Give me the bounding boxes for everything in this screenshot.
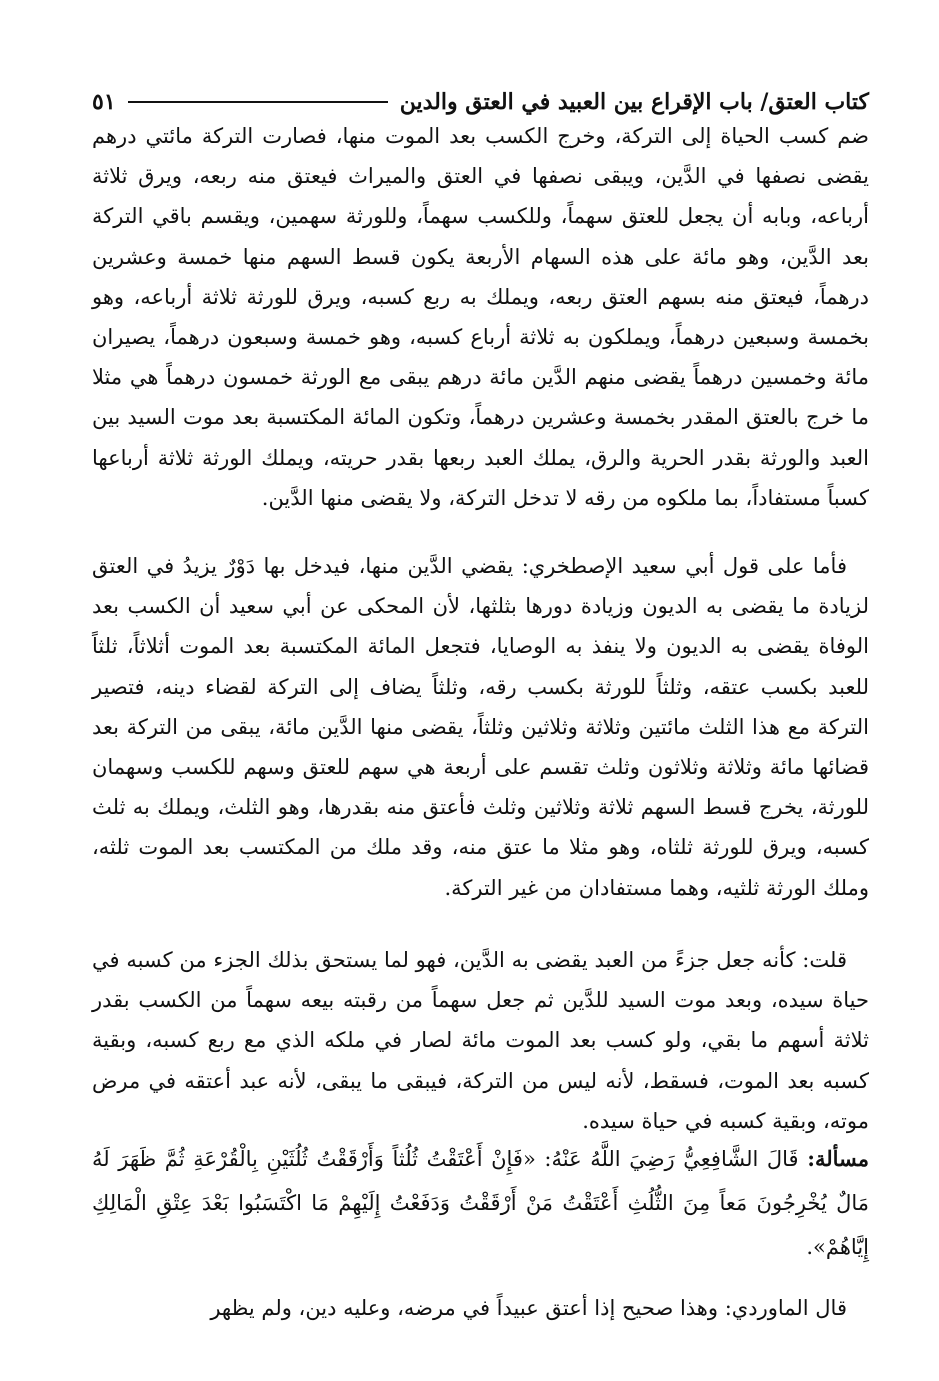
paragraph-3-text: قلت: كأنه جعل جزءً من العبد يقضى به الدَّين، فهو لما يستحق بذلك الجزء من كسبه في حياة سيده، وبعد موت السيد للدَّين ثم جعل سهماً من رقبته بيعه سهماً من الكسب بقدر ثلاثة أسهم ما بقي، ولو كسب بعد الموت مائة لصار في ملكه الذي مع ربع كسبه، وبقية كسبه بعد الموت، فسقط، لأنه ليس من التركة، فيبقى ما يبقى، لأنه عبد أعتقه في مرض موته، وبقية كسبه في حياة سيده. <box>92 948 869 1133</box>
issue-label: مسألة: <box>807 1146 869 1171</box>
running-header <box>92 84 869 120</box>
paragraph-2 <box>92 546 869 908</box>
paragraph-3 <box>92 940 869 1141</box>
header-rule <box>128 101 388 103</box>
paragraph-4-text: قَالَ الشَّافِعِيُّ رَضِيَ اللَّهُ عَنْهُ: «فَإِنْ أَعْتَقْتُ ثُلُثاً وَأَرْقَقْتُ ثُلُثَيْنِ بِالْقُرْعَةِ ثُمَّ ظَهَرَ لَهُ مَالٌ يُخْرِجُونَ مَعاً مِنَ الثُّلُثِ أَعْتَقْتُ مَنْ أَرْقَقْتُ وَدَفَعْتُ إِلَيْهِمْ مَا اكْتَسَبُوا بَعْدَ عِتْقِ الْمَالِكِ إِيَّاهُمْ». <box>92 1147 869 1259</box>
paragraph-5-text: قال الماوردي: وهذا صحيح إذا أعتق عبيداً في مرضه، وعليه دين، ولم يظهر <box>210 1296 847 1320</box>
paragraph-2-text: فأما على قول أبي سعيد الإصطخري: يقضي الدَّين منها، فيدخل بها دَوْرٌ يزيدُ في العتق لزيادة ما يقضى به الديون وزيادة دورها بثلثها، لأن المحكى عن أبي سعيد أن الكسب بعد الوفاة يقضى به الديون ولا ينفذ به الوصايا، فتجعل المائة المكتسبة بعد الموت أثلاثاً، ثلثاً للعبد بكسب عتقه، وثلثاً للورثة بكسب رقه، وثلثاً يضاف إلى التركة لقضاء دينه، فتصير التركة مع هذا الثلث مائتين وثلاثة وثلاثين وثلثاً، يقضى منها الدَّين مائة، يبقى من التركة بعد قضائها مائة وثلاثة وثلاثون وثلث تقسم على أربعة هي سهم للعتق وسهم للكسب وسهمان للورثة، يخرج قسط السهم ثلاثة وثلاثين وثلث فأعتق منه بقدرها، وهو الثلث، ويملك به ثلث كسبه، ويرق للورثة ثلثاه، وهو مثلا ما عتق منه، وقد ملك من المكتسب بعد الموت ثلثه، وملك الورثة ثلثيه، وهما مستفادان من غير التركة. <box>92 554 869 900</box>
page-number: ٥١ <box>92 89 116 115</box>
paragraph-4 <box>92 1137 869 1269</box>
chapter-title: كتاب العتق/ باب الإقراع بين العبيد في العتق والدين <box>399 89 869 115</box>
paragraph-1: ضم كسب الحياة إلى التركة، وخرج الكسب بعد الموت منها، فصارت التركة مائتي درهم يقضى نصفها في الدَّين، ويبقى نصفها في العتق والميراث فيعتق منه ربعه، ويرق ثلاثة أرباعه، وبابه أن يجعل للعتق سهماً، وللكسب سهماً، وللورثة سهمين، ويقسم باقي التركة بعد الدَّين، وهو مائة على هذه السهام الأربعة يكون قسط السهم منها خمسة وعشرين درهماً، فيعتق منه بسهم العتق ربعه، ويملك به ربع كسبه، ويرق للورثة ثلاثة أرباعه، وهو بخمسة وسبعين درهماً، ويملكون به ثلاثة أرباع كسبه، وهو خمسة وسبعون درهماً، يصيران مائة وخمسين درهماً يقضى منهم الدَّين مائة درهم يبقى مع الورثة خمسون درهماً هي مثلا ما خرج بالعتق المقدر بخمسة وعشرين درهماً، وتكون المائة المكتسبة بعد موت السيد بين العبد والورثة بقدر الحرية والرق، يملك العبد ربعها بقدر حريته، ويملك الورثة ثلاثة أرباعها كسباً مستفاداً، بما ملكوه من رقه لا تدخل التركة، ولا يقضى منها الدَّين. <box>92 124 869 510</box>
paragraph-5 <box>92 1288 869 1328</box>
